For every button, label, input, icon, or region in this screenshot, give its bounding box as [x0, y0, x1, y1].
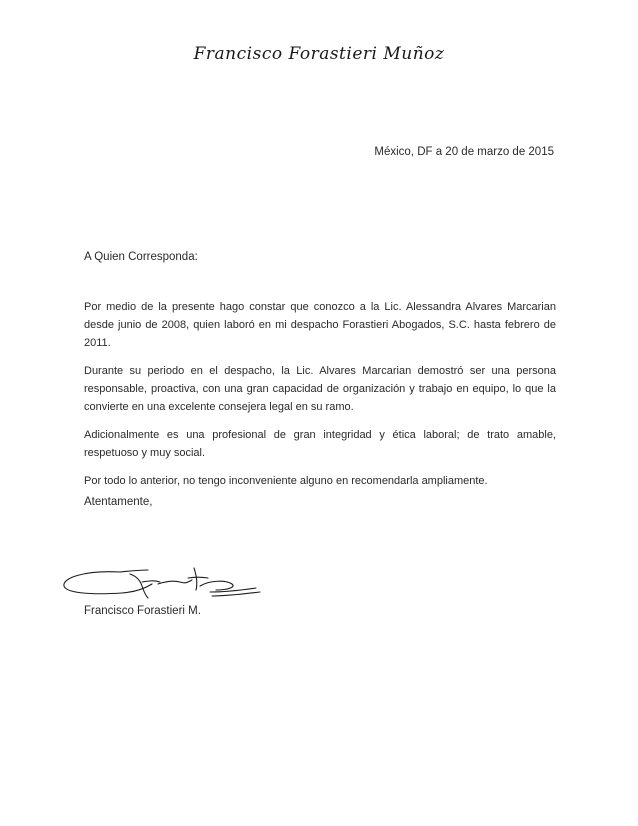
- salutation: A Quien Corresponda:: [84, 251, 198, 263]
- closing: Atentamente,: [84, 496, 153, 508]
- letterhead-name: Francisco Forastieri Muñoz: [193, 44, 445, 64]
- body-paragraph: Por medio de la presente hago constar que conozco a la Lic. Alessandra Alvares Marcarian desde junio de 2008, quien laboró en mi despacho Forastieri Abogados, S.C. hasta febrero de 2011.: [84, 301, 556, 349]
- handwritten-signature: [60, 562, 270, 610]
- signer-name: Francisco Forastieri M.: [84, 605, 201, 617]
- body-paragraph: Durante su periodo en el despacho, la Lic. Alvares Marcarian demostró ser una persona responsable, proactiva, con una gran capacidad de organización y trabajo en equipo, lo que la convierte en una excelente consejera legal en su ramo.: [84, 365, 556, 413]
- letter-body: [84, 298, 556, 500]
- body-paragraph: Por todo lo anterior, no tengo inconveniente alguno en recomendarla ampliamente.: [84, 475, 488, 487]
- body-paragraph: Adicionalmente es una profesional de gran integridad y ética laboral; de trato amable, respetuoso y muy social.: [84, 429, 556, 459]
- letter-date: México, DF a 20 de marzo de 2015: [374, 146, 554, 158]
